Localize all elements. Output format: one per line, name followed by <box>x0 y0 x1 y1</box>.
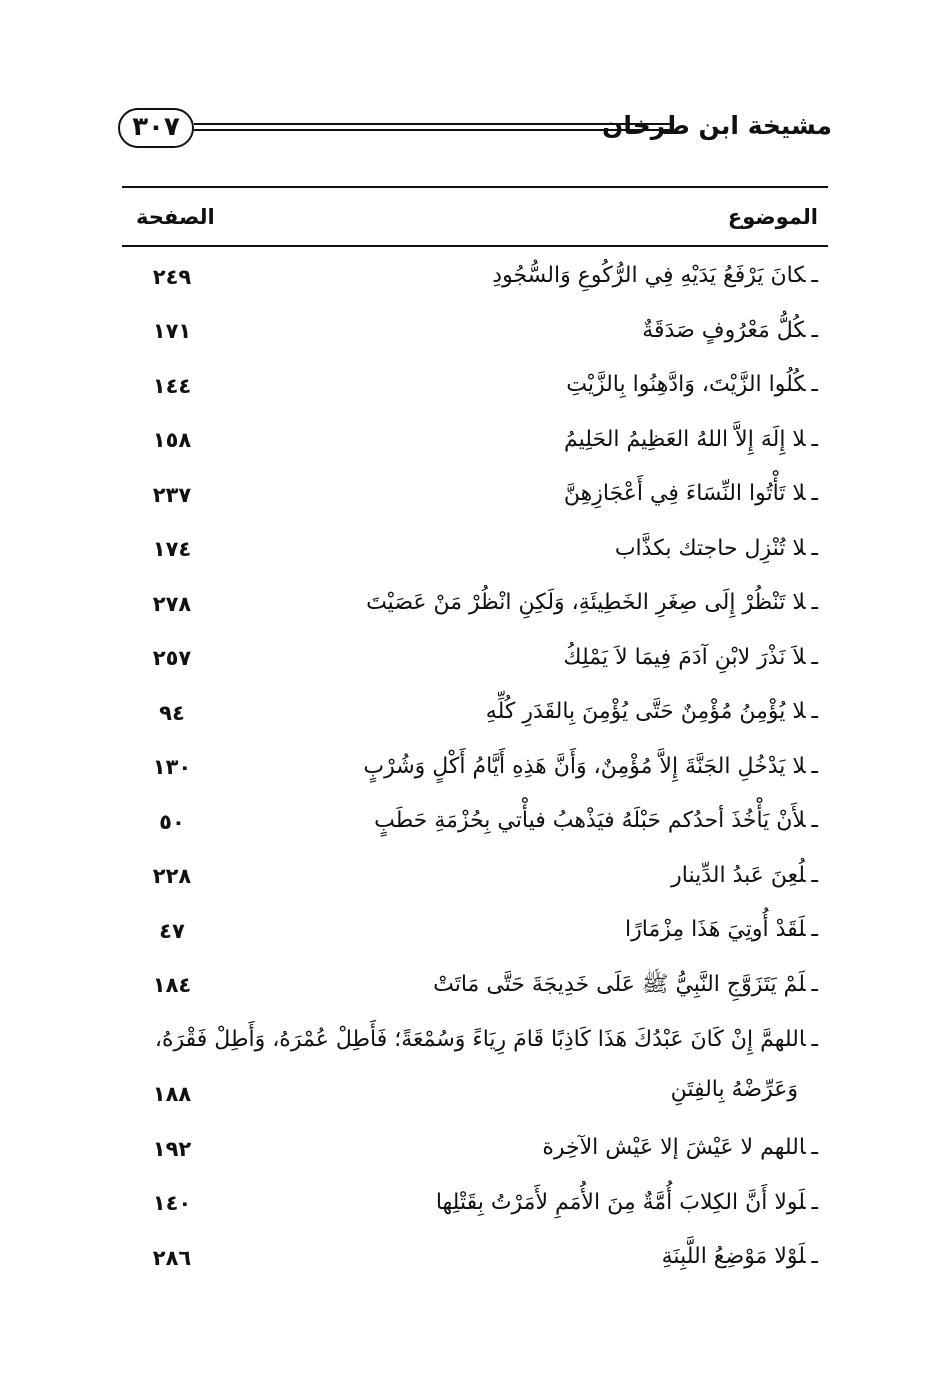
table-header-row <box>122 196 828 240</box>
entry-page: ١٧١ <box>152 319 192 343</box>
entry-topic-continuation: وَعَرِّضْهُ بِالفِتَنِ <box>670 1077 798 1102</box>
entry-topic: ـلا يَدْخُلِ الجَنَّةَ إِلاَّ مُؤْمِنٌ، وَأَنَّ هَذِهِ أَيَّامُ أَكْلٍ وَشُرْبٍ <box>363 753 818 779</box>
entry-page: ٥٠ <box>159 809 185 834</box>
entry-page: ٢٢٨ <box>152 864 192 888</box>
page-header <box>118 102 832 156</box>
book-title: مشيخة ابن طرخان <box>601 111 832 140</box>
table-row <box>122 521 828 576</box>
entry-page: ٩٤ <box>159 700 185 725</box>
table-row <box>122 303 828 358</box>
header-rule <box>194 123 672 125</box>
entry-page: ١٤٠ <box>152 1191 192 1215</box>
table-header-rule <box>122 245 828 247</box>
table-row <box>122 739 828 794</box>
table-row <box>122 684 828 739</box>
entry-topic: ـلا تَأْتُوا النِّسَاءَ فِي أَعْجَازِهِنَّ <box>563 481 818 506</box>
table-row <box>122 412 828 467</box>
entry-topic: ـلا إِلَهَ إِلاَّ اللهُ العَظِيمُ الحَلِيمُ <box>563 426 818 452</box>
table-row <box>122 902 828 957</box>
entry-page: ١٧٤ <box>152 537 192 561</box>
entry-page: ٢٨٦ <box>152 1245 192 1270</box>
entry-page: ٢٥٧ <box>152 646 192 670</box>
entry-topic: ـلأَنْ يَأْخُذَ أحدُكم حَبْلَهُ فيَذْهبُ فيأْتي بِحُزْمَةِ حَطَبٍ <box>374 808 818 833</box>
entry-page: ٢٧٨ <box>152 591 192 616</box>
entry-topic: ـلاَ نَذْرَ لابْنِ آدَمَ فِيمَا لاَ يَمْلِكُ <box>563 644 818 670</box>
table-row <box>122 793 828 848</box>
table-row <box>122 466 828 521</box>
table-row <box>122 575 828 630</box>
column-header-page: الصفحة <box>136 205 215 229</box>
entry-topic: ـلَوْلا مَوْضِعُ اللَّبِنَةِ <box>661 1244 818 1269</box>
table-top-rule <box>122 186 828 188</box>
entry-topic: ـلا يُؤْمِنُ مُؤْمِنٌ حَتَّى يُؤْمِنَ بِالقَدَرِ كُلِّهِ <box>485 699 818 724</box>
entry-topic: ـكانَ يَرْفَعُ يَدَيْهِ فِي الرُّكُوعِ وَالسُّجُودِ <box>492 263 818 288</box>
entry-topic: ـلَولا أَنَّ الكِلابَ أُمَّةٌ مِنَ الأُمَمِ لأَمَرْتُ بِقَتْلِها <box>435 1189 818 1215</box>
page-number: ٣٠٧ <box>118 108 194 148</box>
entry-topic: ـلا تُنْزِل حاجتك بكذَّاب <box>614 535 818 561</box>
entry-page: ١٤٤ <box>152 373 192 398</box>
table-row <box>122 848 828 903</box>
entry-topic: ـاللهم لا عَيْشَ إلا عَيْش الآخِرة <box>542 1135 818 1160</box>
column-header-topic: الموضوع <box>727 205 818 229</box>
table-row <box>122 1229 828 1284</box>
table-row <box>122 357 828 412</box>
table-row <box>122 630 828 685</box>
entry-page: ١٣٠ <box>152 755 192 779</box>
index-table-body <box>122 248 828 1284</box>
entry-page: ١٩٢ <box>152 1136 192 1161</box>
entry-page: ٢٣٧ <box>152 482 192 507</box>
entry-page: ٤٧ <box>159 918 185 943</box>
entry-topic: ـلا تَنْظُرْ إِلَى صِغَرِ الخَطِيئَةِ، وَلَكِنِ انْظُرْ مَنْ عَصَيْتَ <box>366 590 818 615</box>
entry-topic: ـكُلُّ مَعْرُوفٍ صَدَقَةٌ <box>642 317 818 343</box>
table-row <box>122 957 828 1012</box>
entry-page: ١٥٨ <box>152 428 192 452</box>
entry-topic: ـاللهمَّ إِنْ كَانَ عَبْدُكَ هَذَا كَاذِبًا قَامَ رِيَاءً وَسُمْعَةً؛ فَأَطِلْ عُمْرَهُ، وَأَطِلْ فَقْرَهُ، وَعَرِّضْهُ بِالفِتَنِ <box>148 1015 818 1115</box>
entry-topic: ـكُلُوا الزَّيْتَ، وَادَّهِنُوا بِالزَّيْتِ <box>566 372 818 397</box>
header-rule <box>194 129 672 131</box>
table-row <box>122 1175 828 1230</box>
entry-topic: ـلَمْ يَتَزَوَّجِ النَّبِيُّ ﷺ عَلَى خَدِيجَةَ حَتَّى مَاتَتْ <box>433 971 818 997</box>
entry-topic: ـلُعِنَ عَبدُ الدِّينار <box>671 862 818 888</box>
entry-page: ٢٤٩ <box>152 264 192 289</box>
table-row <box>122 1011 828 1120</box>
table-row <box>122 248 828 303</box>
entry-topic: ـلَقَدْ أُوتِيَ هَذَا مِزْمَارًا <box>625 917 818 942</box>
entry-page: ١٨٤ <box>152 973 192 997</box>
table-row <box>122 1120 828 1175</box>
entry-page: ١٨٨ <box>152 1082 192 1106</box>
